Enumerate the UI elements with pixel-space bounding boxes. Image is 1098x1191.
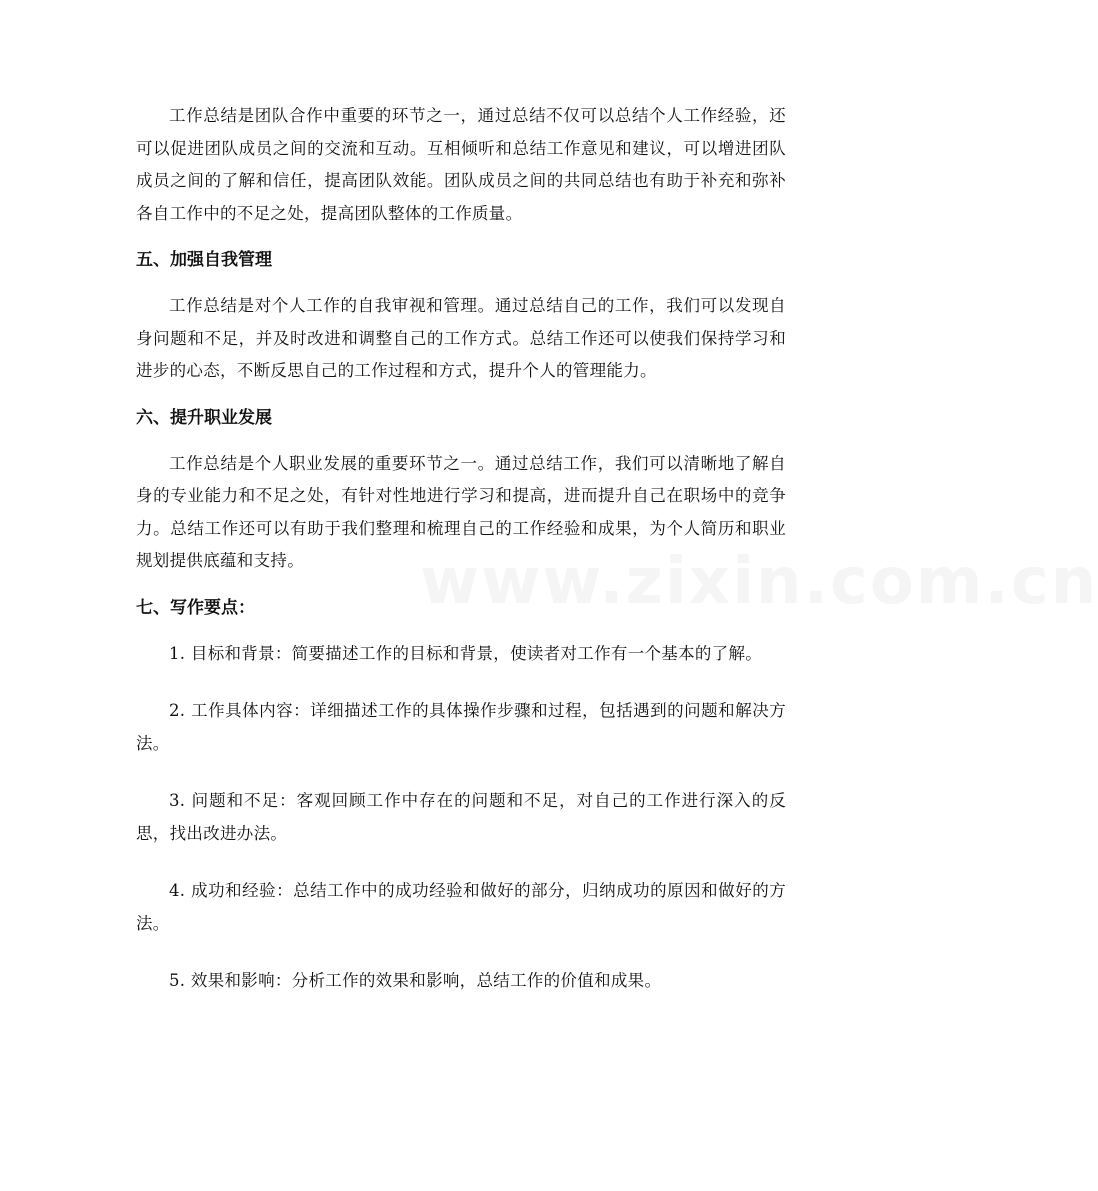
section-paragraph-self-management: 工作总结是对个人工作的自我审视和管理。通过总结自己的工作，我们可以发现自身问题和不足，并及时改进和调整自己的工作方式。总结工作还可以使我们保持学习和进步的心态，不断反思自己的工作过程和方式，提升个人的管理能力。: [136, 296, 786, 380]
list-item: 2. 工作具体内容：详细描述工作的具体操作步骤和过程，包括遇到的问题和解决方法。: [136, 701, 786, 753]
list-item: 5. 效果和影响：分析工作的效果和影响，总结工作的价值和成果。: [169, 971, 662, 990]
list-item: 3. 问题和不足：客观回顾工作中存在的问题和不足，对自己的工作进行深入的反思，找出改进办法。: [136, 791, 786, 843]
document-body: [136, 100, 786, 998]
intro-paragraph: 工作总结是团队合作中重要的环节之一，通过总结不仅可以总结个人工作经验，还可以促进团队成员之间的交流和互动。互相倾听和总结工作意见和建议，可以增进团队成员之间的了解和信任，提高团队效能。团队成员之间的共同总结也有助于补充和弥补各自工作中的不足之处，提高团队整体的工作质量。: [136, 106, 786, 223]
list-item: 1. 目标和背景：简要描述工作的目标和背景，使读者对工作有一个基本的了解。: [169, 643, 763, 663]
list-item: 4. 成功和经验：总结工作中的成功经验和做好的部分，归纳成功的原因和做好的方法。: [136, 881, 786, 933]
watermark: www.zixin.com.cn: [420, 545, 1098, 619]
section-heading-self-management: 五、加强自我管理: [136, 250, 272, 270]
section-heading-writing-points: 七、写作要点：: [136, 597, 255, 618]
section-heading-career-development: 六、提升职业发展: [136, 407, 272, 428]
section-paragraph-career-development: 工作总结是个人职业发展的重要环节之一。通过总结工作，我们可以清晰地了解自身的专业能力和不足之处，有针对性地进行学习和提高，进而提升自己在职场中的竞争力。总结工作还可以有助于我们整理和梳理自己的工作经验和成果，为个人简历和职业规划提供底蕴和支持。: [136, 453, 786, 570]
